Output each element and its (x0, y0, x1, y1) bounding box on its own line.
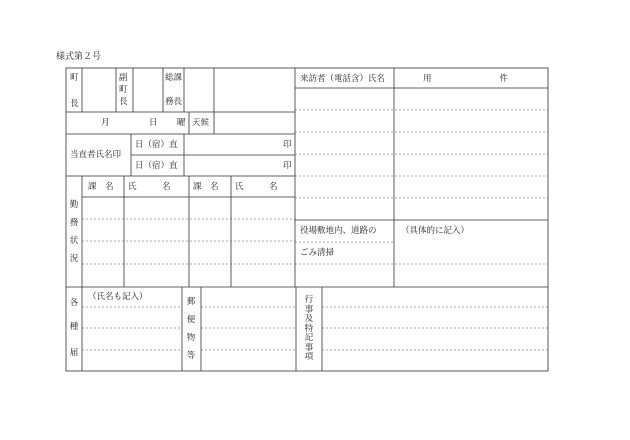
fuku-label-3: 長 (119, 97, 128, 107)
seal-1-label: 印 (283, 140, 292, 150)
work-status-char-4: 況 (69, 254, 79, 264)
soumu-label-2: 務長 (165, 97, 183, 107)
work-col-shimei-1: 氏 名 (128, 182, 171, 192)
soumu-label-1: 総課 (165, 73, 183, 83)
submissions-char-1: 各 (69, 298, 79, 308)
month-label: 月 (101, 118, 110, 128)
work-status-char-3: 状 (69, 236, 79, 246)
fuku-label-2: 町 (119, 85, 128, 95)
weekday-label: 曜 (177, 118, 186, 128)
duty-row-2-label: 日（宿）直 (135, 161, 178, 171)
cleanup-label-line-1: 役場敷地内、道路の (300, 226, 377, 236)
mail-char-3: 物 (186, 333, 196, 343)
cleanup-label-line-2: ごみ清掃 (300, 248, 335, 258)
work-status-char-2: 務 (69, 218, 79, 228)
duty-officer-label: 当直者氏名印 (70, 150, 122, 160)
fuku-label-1: 副 (119, 73, 128, 83)
work-col-ka-1: 課 名 (88, 182, 114, 192)
cho-bottom-label: 長 (70, 99, 79, 109)
submissions-char-2: 種 (69, 322, 79, 332)
duty-row-1-label: 日（宿）直 (135, 140, 178, 150)
work-status-char-1: 勤 (69, 200, 79, 210)
submissions-char-3: 届 (69, 348, 79, 358)
weather-label: 天候 (192, 118, 210, 128)
form-title: 様式第２号 (56, 52, 102, 62)
cleanup-note: （具体的に記入） (401, 226, 470, 236)
mail-char-2: 便 (186, 315, 196, 325)
visitor-purpose-header: 用 件 (423, 74, 509, 84)
cho-top-label: 町 (70, 73, 79, 83)
work-col-shimei-2: 氏 名 (235, 182, 278, 192)
seal-2-label: 印 (283, 161, 292, 171)
day-label: 日 (149, 118, 158, 128)
events-label: 行事及特記事項 (304, 295, 314, 362)
mail-char-4: 等 (186, 351, 196, 361)
mail-char-1: 郵 (186, 297, 196, 307)
submissions-note: （氏名も記入） (88, 292, 148, 302)
work-col-ka-2: 課 名 (193, 182, 219, 192)
visitor-name-header: 来訪者（電話含）氏名 (300, 74, 386, 84)
